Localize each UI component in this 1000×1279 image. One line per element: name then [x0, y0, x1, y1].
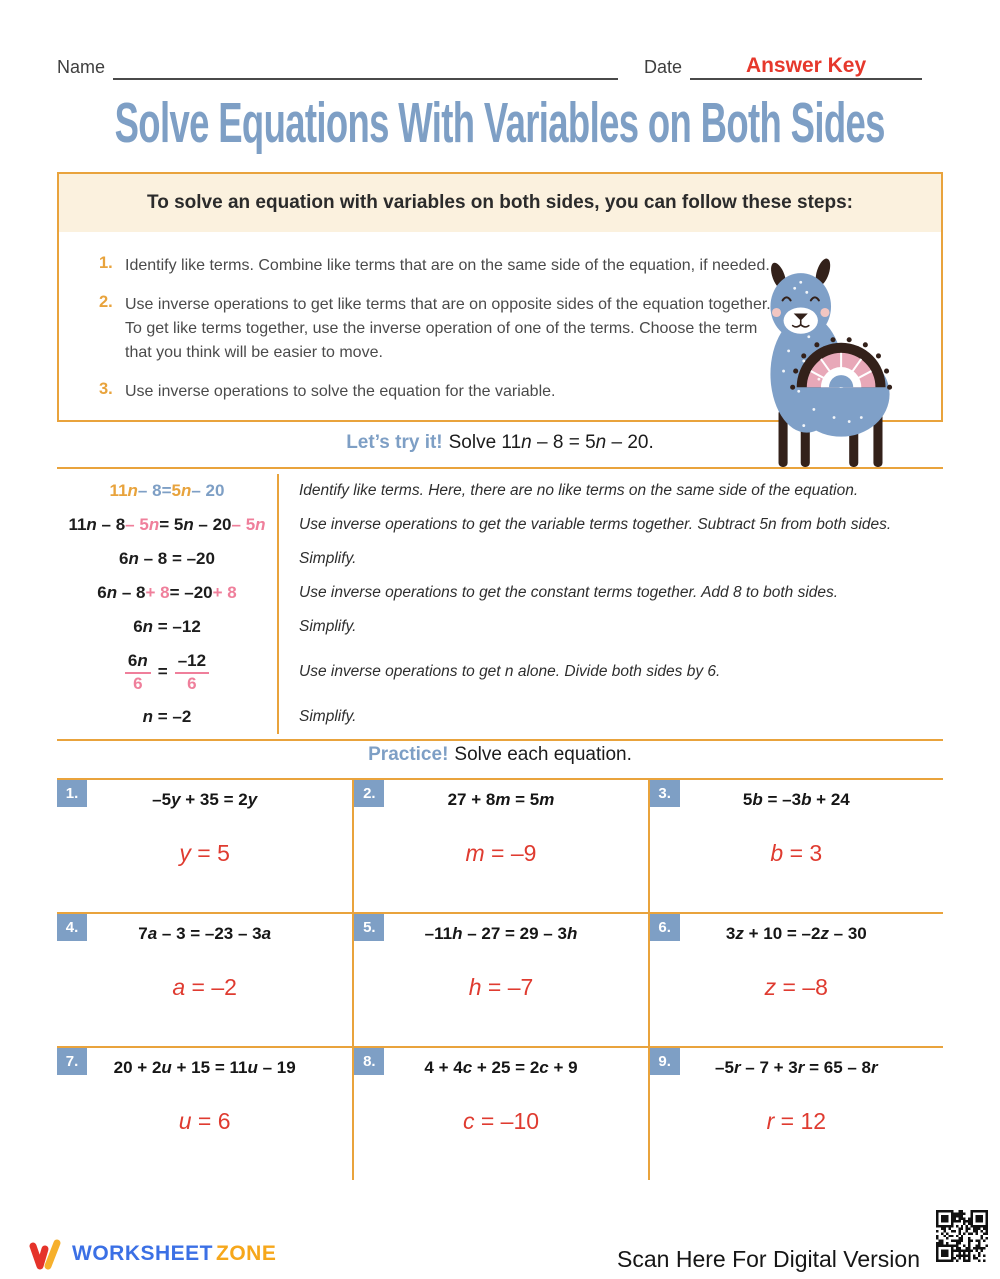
- name-date-row: [57, 54, 943, 80]
- worked-equation: 11n – 8 – 5n = 5n – 20 – 5n: [57, 508, 279, 542]
- logo-text-worksheet: WORKSHEET: [72, 1242, 213, 1265]
- practice-problem-9: [648, 1046, 943, 1180]
- worked-example: [57, 467, 943, 741]
- worked-note: Identify like terms. Here, there are no like terms on the same side of the equation.: [299, 482, 859, 499]
- problem-answer: a = –2: [172, 974, 237, 1000]
- worked-note: Use inverse operations to get the variable terms together. Subtract 5n from both sides.: [299, 516, 892, 533]
- worked-example-row: [57, 644, 943, 700]
- lets-try-label: Let’s try it!: [346, 432, 443, 453]
- practice-problem-2: [352, 778, 647, 912]
- worked-equation: 6n – 8 = –20: [57, 542, 279, 576]
- problem-number-badge: 6.: [650, 914, 680, 941]
- worked-example-row: [57, 610, 943, 644]
- scan-here-text: Scan Here For Digital Version: [617, 1246, 920, 1272]
- worked-equation: n = –2: [57, 700, 279, 734]
- problem-number-badge: 5.: [354, 914, 384, 941]
- practice-header: [0, 744, 1000, 766]
- problem-answer: z = –8: [764, 974, 828, 1000]
- problem-answer: u = 6: [178, 1108, 231, 1134]
- practice-problem-4: [57, 912, 352, 1046]
- problem-number-badge: 4.: [57, 914, 87, 941]
- practice-label: Practice!: [368, 744, 449, 765]
- worksheet-zone-logo: [28, 1236, 276, 1272]
- page-title: Solve Equations With Variables on Both Sides: [114, 91, 886, 155]
- worked-example-row: [57, 700, 943, 734]
- logo-text-zone: ZONE: [216, 1242, 277, 1265]
- problem-number-badge: 1.: [57, 780, 87, 807]
- lets-try-sentence: Solve 11n – 8 = 5n – 20.: [448, 432, 654, 453]
- worked-note: Simplify.: [299, 550, 357, 567]
- problem-equation: 3z + 10 = –2z – 30: [725, 924, 867, 943]
- step-3-text: Use inverse operations to solve the equation for the variable.: [125, 383, 556, 400]
- problem-number-badge: 8.: [354, 1048, 384, 1075]
- worked-equation: 11n – 8 = 5n – 20: [57, 474, 279, 508]
- step-2-number: 2.: [99, 293, 113, 311]
- problem-number-badge: 9.: [650, 1048, 680, 1075]
- practice-problem-5: [352, 912, 647, 1046]
- logo-w-icon: [28, 1236, 64, 1272]
- worked-note: Use inverse operations to get n alone. Divide both sides by 6.: [299, 663, 721, 680]
- worked-equation: 6n = –12: [57, 610, 279, 644]
- name-blank-line: [113, 54, 618, 80]
- qr-code: [936, 1210, 988, 1262]
- problem-number-badge: 3.: [650, 780, 680, 807]
- answer-key-text: Answer Key: [745, 54, 867, 77]
- problem-answer: b = 3: [770, 840, 823, 866]
- llama-illustration: [748, 258, 910, 470]
- worked-example-row: [57, 474, 943, 508]
- practice-problem-7: [57, 1046, 352, 1180]
- problem-equation: –5y + 35 = 2y: [152, 790, 258, 809]
- name-label: Name: [57, 57, 106, 77]
- problem-number-badge: 2.: [354, 780, 384, 807]
- worked-note: Simplify.: [299, 708, 357, 725]
- problem-answer: r = 12: [766, 1108, 827, 1134]
- problem-answer: m = –9: [465, 840, 537, 866]
- worked-example-row: [57, 576, 943, 610]
- problem-answer: c = –10: [462, 1108, 540, 1134]
- step-1-number: 1.: [99, 254, 113, 272]
- step-2-text: Use inverse operations to get like terms that are on opposite sides of the equation together. To get like terms together, use the inverse operation of one of the terms. Choose the term that you think will be easier to move.: [125, 296, 771, 361]
- problem-equation: 7a – 3 = –23 – 3a: [138, 924, 272, 943]
- problem-equation: –11h – 27 = 29 – 3h: [424, 924, 578, 943]
- worked-equation: $\frac{6n}{6}$ = $\frac{-12}{6}$: [57, 644, 279, 700]
- worked-note: Simplify.: [299, 618, 357, 635]
- step-3-number: 3.: [99, 380, 113, 398]
- step-1-text: Identify like terms. Combine like terms that are on the same side of the equation, if needed.: [125, 257, 770, 274]
- worked-note: Use inverse operations to get the constant terms together. Add 8 to both sides.: [299, 584, 839, 601]
- problem-equation: 27 + 8m = 5m: [447, 790, 555, 809]
- instructions-heading-band: [59, 174, 941, 232]
- worked-equation: 6n – 8 + 8 = –20 + 8: [57, 576, 279, 610]
- problem-answer: y = 5: [179, 840, 230, 866]
- problem-equation: 5b = –3b + 24: [742, 790, 850, 809]
- problem-equation: 4 + 4c + 25 = 2c + 9: [424, 1058, 578, 1077]
- instructions-heading: To solve an equation with variables on both sides, you can follow these steps:: [147, 192, 853, 213]
- practice-problem-6: [648, 912, 943, 1046]
- date-label: Date: [644, 57, 683, 77]
- worked-example-row: [57, 542, 943, 576]
- problem-number-badge: 7.: [57, 1048, 87, 1075]
- problem-answer: h = –7: [468, 974, 534, 1000]
- worked-example-row: [57, 508, 943, 542]
- problem-equation: –5r – 7 + 3r = 65 – 8r: [715, 1058, 878, 1077]
- practice-problem-8: [352, 1046, 647, 1180]
- practice-grid: [57, 778, 943, 1180]
- date-blank-line: [690, 54, 922, 80]
- practice-instruction: Solve each equation.: [454, 744, 632, 765]
- practice-problem-3: [648, 778, 943, 912]
- practice-problem-1: [57, 778, 352, 912]
- problem-equation: 20 + 2u + 15 = 11u – 19: [113, 1058, 296, 1077]
